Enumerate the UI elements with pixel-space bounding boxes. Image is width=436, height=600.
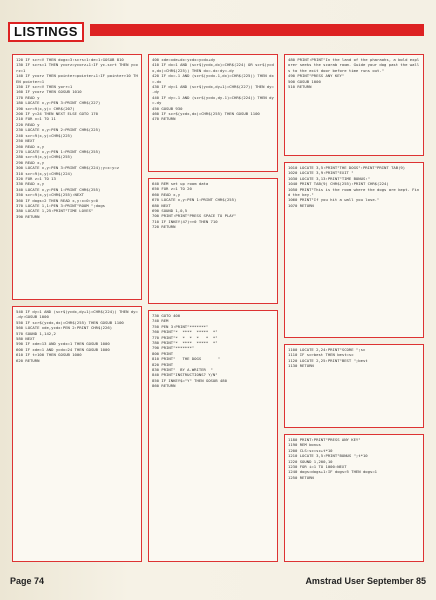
section-title: LISTINGS — [8, 22, 84, 42]
listing-block — [12, 54, 142, 300]
listing-block — [148, 178, 278, 304]
listing-code: 730 GOTO 400 740 REM 750 PEN 3:PRINT"*******" 760 PRINT"* **** ***** *" 770 PRINT"* * * * * *" 780 PRINT"* **** ***** *" 790 PRINT"*******" 800 PRINT 810 PRINT" THE DOGS " 820 PRINT 830 PRINT" BY A.WRITER " 840 PRINT"INSTRUCTIONS? Y/N" 850 IF INKEY$="Y" THEN GOSUB 480 860 RETURN — [152, 313, 227, 389]
listing-block — [284, 54, 424, 156]
listing-block — [284, 162, 424, 338]
listing-block — [284, 344, 424, 428]
listing-block — [12, 306, 142, 562]
listing-code: 400 xde=xde+dx:ycdx=ycdx+dy 410 IF dx=1 AND (scr$(ycdx,dx)=CHR$(224) OR scr$(ycdx,dx)=CHR$(225)) THEN dx=-dx:dy=-dy 420 IF dx=-1 AND (scr$(ycdx-1,dx)=CHR$(225)) THEN dx=-dx 430 IF dy=1 AND (scr$(ycdx,dy+1)=CHR$(227)) THEN dy=-dy 440 IF dy=-1 AND (scr$(ycdx,dy-1)=CHR$(224)) THEN dy=-dy 450 GOSUB 930 460 IF scr$(ycdx,dx)=CHR$(255) THEN GOSUB 1100 470 RETURN — [152, 57, 274, 122]
listing-code: 120 IF scr=V THEN dogx=3:scrs=1:de=1:GOSUB 810 130 IF scrs=1 THEN ycorz=ycorz+1:IF yc-scrt THEN ycorz=1 140 IF ycorz THEN pointer=pointer+1:IF pointer>10 THEN pointer=1 150 IF scr=V THEN yorr=1 160 IF ycorz THEN GOSUB 1010 170 READ y 180 LOCATE x,y:PEN 3:PRINT CHR$(227) 190 scr=9(x,y)= CHR$(207) 200 IF y=24 THEN NEXT ELSE GOTO 170 210 FOR x=1 TO 11 220 READ y 230 LOCATE x,y:PEN 2:PRINT CHR$(225) 240 scr=9(x,y)=CHR$(225) 250 NEXT 260 READ x,y 270 LOCATE x,y:PEN 1:PRINT CHR$(255) 280 scr=9(x,y)=CHR$(255) 290 READ x,y 300 LOCATE x,y:PEN 3:PRINT CHR$(224);y=x:y=z 310 scr=9(x,y)=CHR$(224) 320 FOR z=1 TO 13 330 READ x,y 340 LOCATE x,y:PEN 1:PRINT CHR$(255) 350 scr=9(x,y)=CHR$(255):NEXT 360 IF dogs=2 THEN READ x,y:x=0:y=0 370 LOCATE 1,1:PEN 3:PRINT"ROOM ";dogs 380 LOCATE 1,25:PRINT"TIME LOVES" 390 RETURN — [16, 57, 138, 219]
page-number: Page 74 — [10, 576, 45, 586]
listing-code: 1010 LOCATE 3,5:PRINT"THE DOGS":PRINT"PRINT TAB(9) 1020 LOCATE 3,9:PRINT"EXIT " 1030 LOCATE 3,13:PRINT"TIME BONUS:" 1040 PRINT TAB(9) CHR$(255):PRINT CHR$(224) 1050 PRINT"This is the room where the dogs are kept. Find the key." 1060 PRINT"If you hit a wall you lose." 1070 RETURN — [288, 165, 420, 208]
listing-block — [148, 54, 278, 172]
listing-block — [284, 434, 424, 562]
listing-code: 480 PRINT:PRINT"In the land of the pharaohs, a bold explorer seeks the scarab room. Guide your dog past the walls to the exit door before time runs out." 490 PRINT"PRESS ANY KEY" 500 GOSUB 1000 510 RETURN — [288, 57, 420, 90]
listing-code: 640 REM set up room data 650 FOR z=1 TO 20 660 READ x,y 670 LOCATE x,y:PEN 1:PRINT CHR$(255) 680 NEXT 690 SOUND 1,0,5 700 PRINT:PRINT"PRESS SPACE TO PLAY" 710 IF INKEY(47)<>0 THEN 710 720 RETURN — [152, 181, 237, 230]
section-header — [8, 22, 428, 40]
listing-code: 540 IF dy=1 AND (scr$(ycdx,dy+1)=CHR$(224)) THEN dy=-dy:GOSUB 1000 550 IF scr$(ycdx,dx)=CHR$(255) THEN GOSUB 1100 560 LOCATE xde,ycdx:PEN 2:PRINT CHR$(226) 570 SOUND 1,142,2 580 NEXT 590 IF xde=13 AND ycdx=1 THEN GOSUB 1000 600 IF xde=1 AND ycdx=24 THEN GOSUB 1000 610 IF t>100 THEN GOSUB 1000 620 RETURN — [16, 309, 138, 363]
listing-code: 1100 LOCATE 2,24:PRINT"SCORE ";sc 1110 IF sc>best THEN best=sc 1120 LOCATE 2,25:PRINT"BEST ";best 1130 RETURN — [288, 347, 368, 369]
listing-block — [148, 310, 278, 562]
listing-code: 1180 PRINT:PRINT"PRESS ANY KEY" 1190 REM bonus 1200 CLS:sc=sc+t*10 1210 LOCATE 3,5:PRINT"BONUS ";t*10 1220 SOUND 1,200,10 1230 FOR i=1 TO 1000:NEXT 1240 dogs=dogs+1:IF dogs>5 THEN dogs=1 1250 RETURN — [288, 437, 378, 480]
header-rule — [90, 24, 424, 36]
magazine-issue: Amstrad User September 85 — [305, 576, 426, 586]
